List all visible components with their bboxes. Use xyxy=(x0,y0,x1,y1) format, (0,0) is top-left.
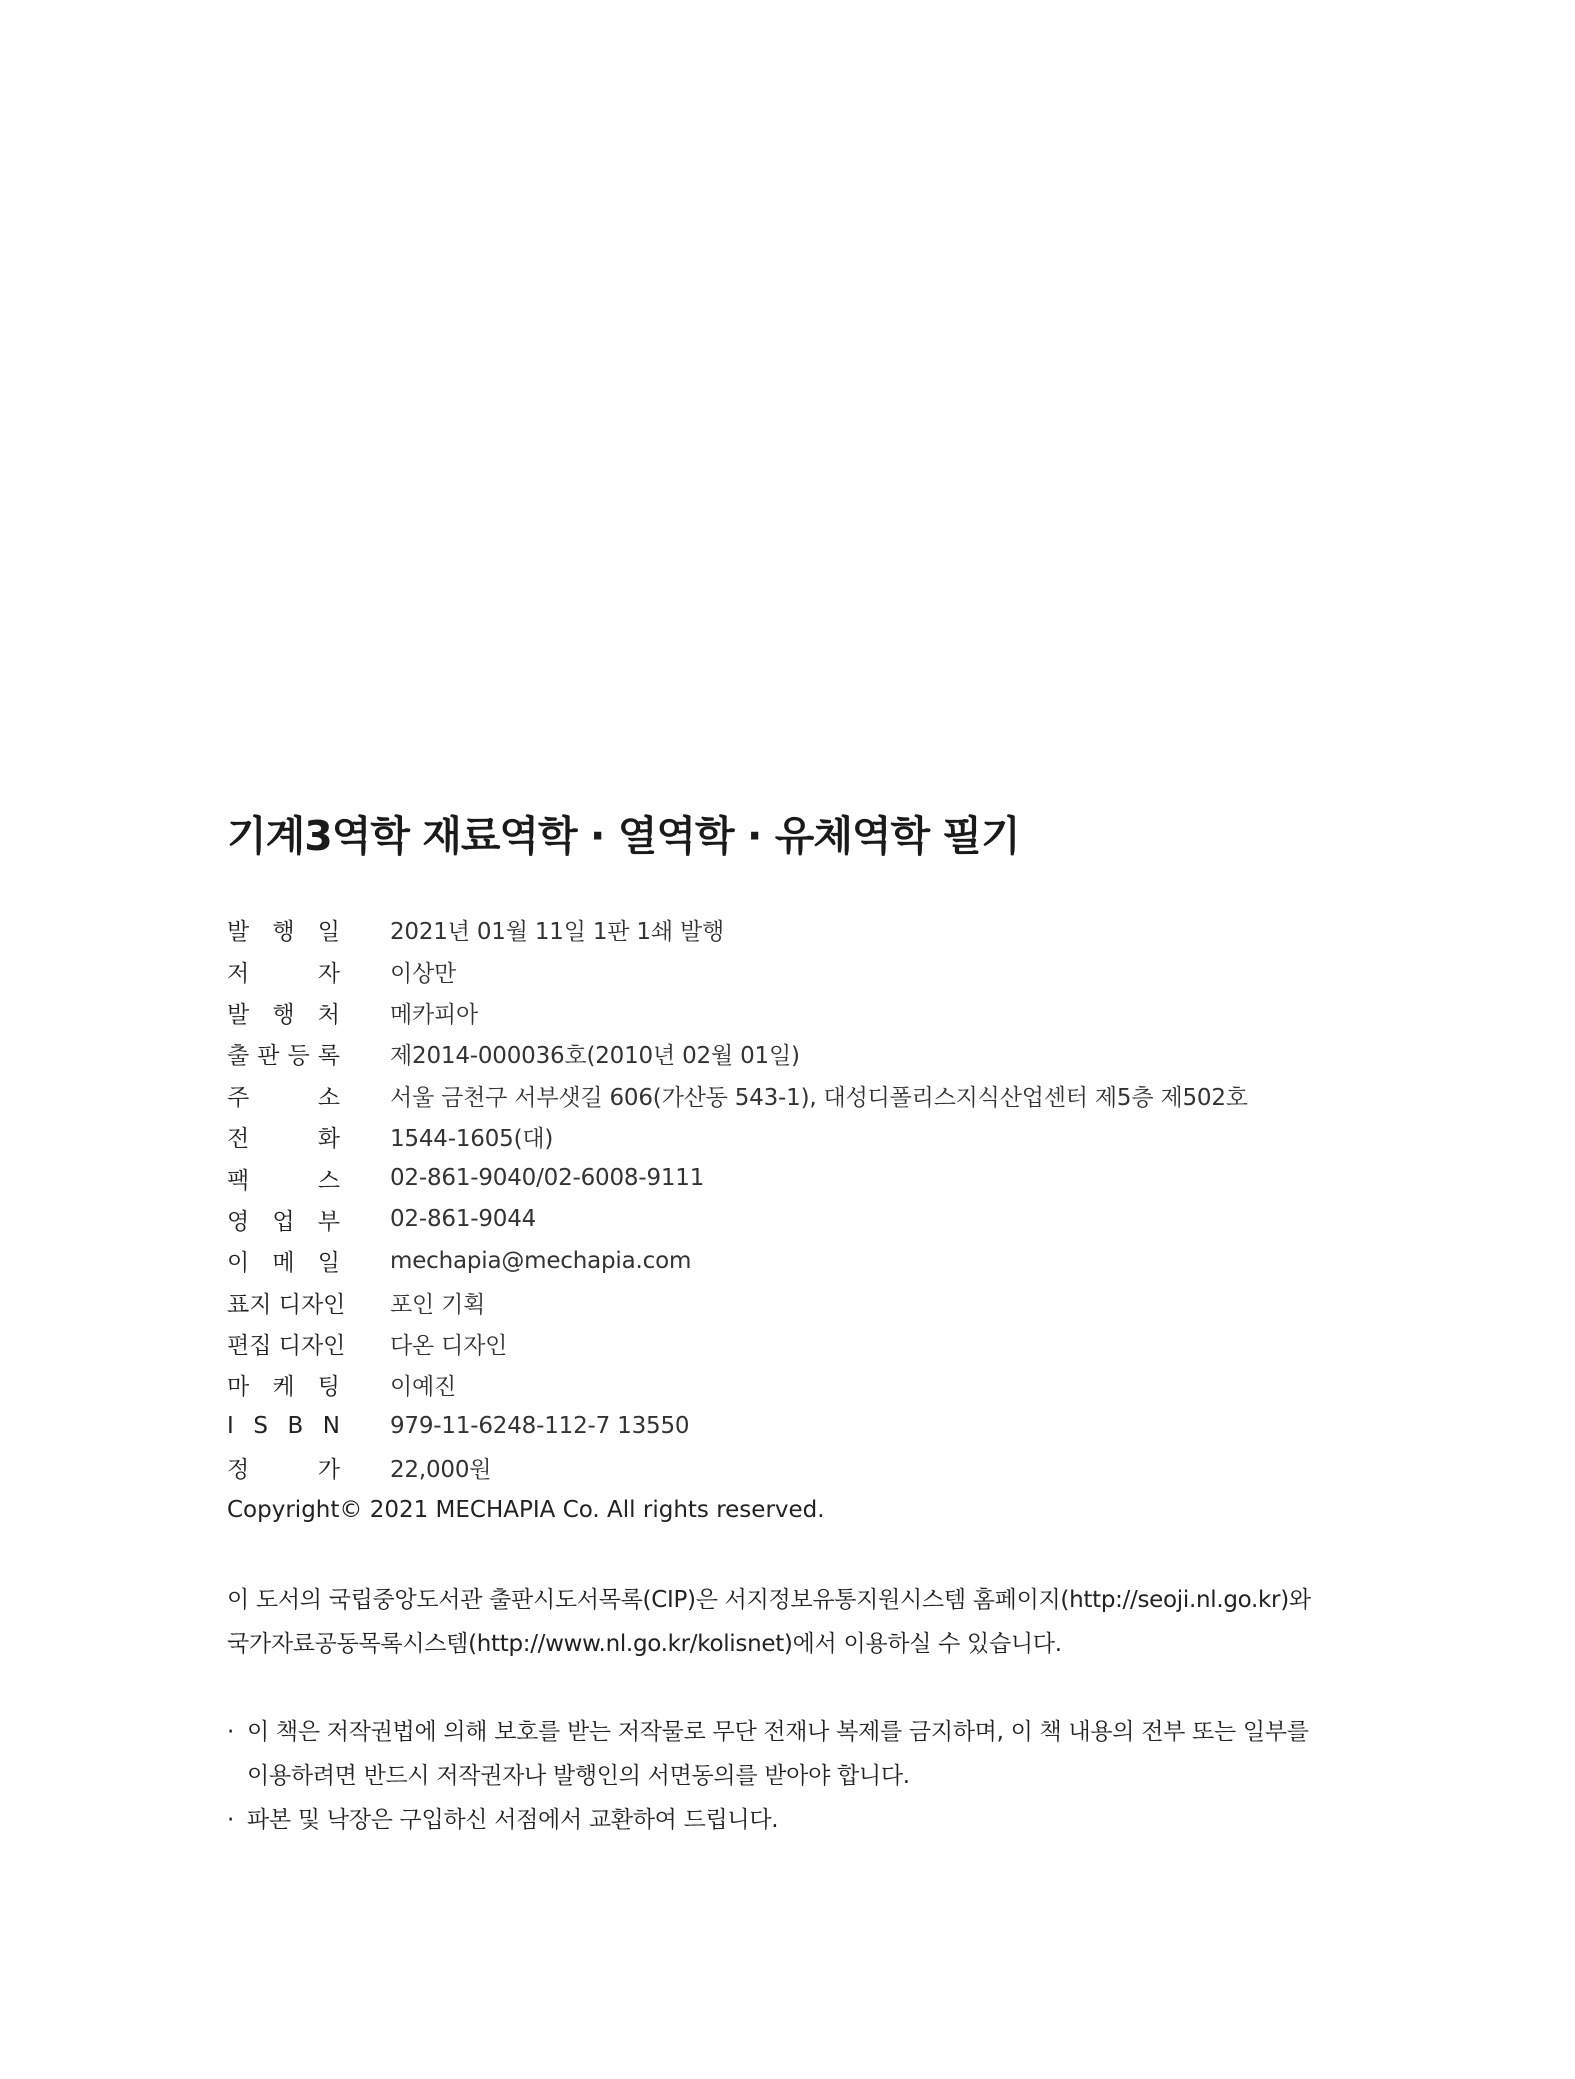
info-label-char: 출 xyxy=(227,1043,250,1070)
bullet-mark: · xyxy=(227,1807,235,1834)
info-value: 1544-1605(대) xyxy=(390,1126,554,1153)
copyright-notice: Copyright© 2021 MECHAPIA Co. All rights reserved. xyxy=(227,1497,825,1524)
info-row xyxy=(227,992,1377,1033)
info-value: 2021년 01월 11일 1판 1쇄 발행 xyxy=(390,919,725,946)
info-value: 979-11-6248-112-7 13550 xyxy=(390,1413,690,1440)
colophon xyxy=(227,808,1377,1842)
info-label-char: 메 xyxy=(272,1250,295,1277)
info-row xyxy=(227,1406,1377,1447)
info-label-char: 발 xyxy=(227,1001,250,1028)
info-label xyxy=(227,1413,340,1439)
info-row xyxy=(227,1240,1377,1281)
info-value: 메카피아 xyxy=(390,1001,479,1028)
info-label xyxy=(227,955,340,988)
info-label-char: 정 xyxy=(227,1457,250,1484)
cip-line: 이 도서의 국립중앙도서관 출판시도서목록(CIP)은 서지정보유통지원시스템 홈페이지(http://seoji.nl.go.kr)와 xyxy=(227,1587,1311,1614)
info-row xyxy=(227,1282,1377,1323)
info-value: 22,000원 xyxy=(390,1457,492,1484)
info-label-char: 영 xyxy=(227,1208,250,1235)
info-value: 이상만 xyxy=(390,960,457,987)
info-label-char: 주 xyxy=(227,1084,250,1111)
info-row xyxy=(227,1323,1377,1364)
info-value: 서울 금천구 서부샛길 606(가산동 543-1), 대성디폴리스지식산업센터 제5층 제502호 xyxy=(390,1084,1248,1111)
info-label-char: 부 xyxy=(317,1208,340,1235)
info-label-char: 일 xyxy=(317,919,340,946)
info-label-char: 소 xyxy=(317,1084,340,1111)
book-title: 기계3역학 재료역학 · 열역학 · 유체역학 필기 xyxy=(227,812,1020,860)
info-label-char: 스 xyxy=(317,1167,340,1194)
info-label xyxy=(227,996,340,1029)
info-value: mechapia@mechapia.com xyxy=(390,1247,692,1274)
info-label-char: 마 xyxy=(227,1374,250,1401)
info-label xyxy=(227,1286,346,1319)
info-row xyxy=(227,1116,1377,1157)
info-label xyxy=(227,1244,340,1277)
info-label xyxy=(227,1327,346,1360)
info-value: 02-861-9040/02-6008-9111 xyxy=(390,1165,705,1192)
info-label-char: 처 xyxy=(317,1001,340,1028)
info-row xyxy=(227,1447,1377,1488)
info-row xyxy=(227,950,1377,991)
notice-line: 이 책은 저작권법에 의해 보호를 받는 저작물로 무단 전재나 복제를 금지하며, 이 책 내용의 전부 또는 일부를 xyxy=(247,1719,1309,1746)
info-value: 제2014-000036호(2010년 02월 01일) xyxy=(390,1043,800,1070)
info-label-char: 자 xyxy=(317,960,340,987)
info-label-char: 가 xyxy=(317,1457,340,1484)
info-label-char: 저 xyxy=(227,960,250,987)
info-row xyxy=(227,1075,1377,1116)
info-value: 이예진 xyxy=(390,1374,457,1401)
info-label xyxy=(227,1451,340,1484)
bullet-mark: · xyxy=(227,1719,235,1746)
notice-line: 파본 및 낙장은 구입하신 서점에서 교환하여 드립니다. xyxy=(247,1807,779,1834)
info-label-char: I xyxy=(227,1413,234,1440)
info-label-char: 행 xyxy=(272,1001,295,1028)
info-label-char: 케 xyxy=(272,1374,295,1401)
info-label xyxy=(227,1079,340,1112)
info-label-char: 행 xyxy=(272,919,295,946)
publication-info-table xyxy=(227,909,1377,1488)
info-label-char: B xyxy=(287,1413,304,1440)
info-value: 포인 기획 xyxy=(390,1291,486,1318)
info-row xyxy=(227,1157,1377,1198)
info-label xyxy=(227,913,340,946)
notice-line: 이용하려면 반드시 저작권자나 발행인의 서면동의를 받아야 합니다. xyxy=(247,1763,910,1790)
info-label-char: 표지 디자인 xyxy=(227,1291,346,1318)
info-label-char: 전 xyxy=(227,1126,250,1153)
info-label-char: 팅 xyxy=(317,1374,340,1401)
info-label-char: 일 xyxy=(317,1250,340,1277)
info-label xyxy=(227,1368,340,1401)
notice-item xyxy=(227,1710,1377,1798)
info-label-char: 록 xyxy=(317,1043,340,1070)
info-label-char: 팩 xyxy=(227,1167,250,1194)
info-label-char: 업 xyxy=(272,1208,295,1235)
cip-notice xyxy=(227,1578,1377,1666)
info-label xyxy=(227,1203,340,1236)
info-label-char: 등 xyxy=(287,1043,310,1070)
info-row xyxy=(227,1364,1377,1405)
info-label xyxy=(227,1120,340,1153)
info-label-char: 화 xyxy=(317,1126,340,1153)
info-label-char: 편집 디자인 xyxy=(227,1333,346,1360)
info-value: 02-861-9044 xyxy=(390,1206,537,1233)
info-row xyxy=(227,1033,1377,1074)
info-value: 다온 디자인 xyxy=(390,1333,508,1360)
info-label-char: S xyxy=(253,1413,268,1440)
info-row xyxy=(227,909,1377,950)
info-label-char: 발 xyxy=(227,919,250,946)
info-label-char: 판 xyxy=(257,1043,280,1070)
info-label-char: N xyxy=(322,1413,340,1440)
info-label xyxy=(227,1162,340,1195)
info-label-char: 이 xyxy=(227,1250,250,1277)
cip-line: 국가자료공동목록시스템(http://www.nl.go.kr/kolisnet)에서 이용하실 수 있습니다. xyxy=(227,1631,1062,1658)
notice-item xyxy=(227,1798,1377,1842)
info-label xyxy=(227,1037,340,1070)
legal-notices xyxy=(227,1710,1377,1842)
info-row xyxy=(227,1199,1377,1240)
